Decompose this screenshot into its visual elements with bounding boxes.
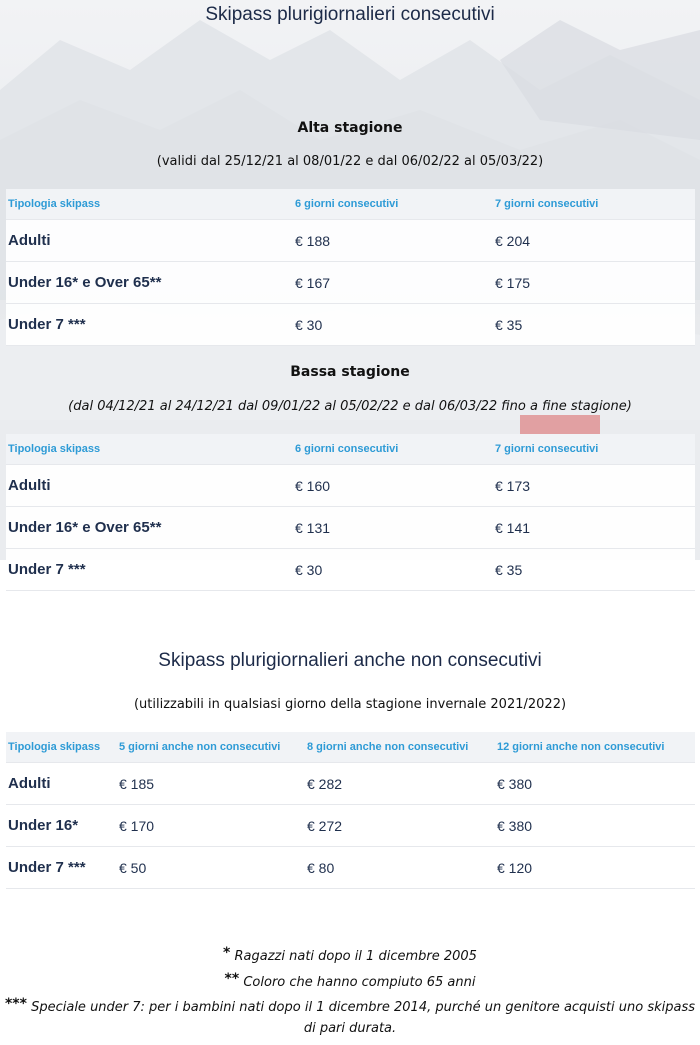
price-cell: € 30 <box>293 304 493 346</box>
price-cell: € 131 <box>293 507 493 549</box>
column-header: Tipologia skipass <box>6 434 293 465</box>
footnote <box>0 994 700 1039</box>
price-cell: € 167 <box>293 262 493 304</box>
column-header: 5 giorni anche non consecutivi <box>117 732 305 763</box>
footnote-text: Ragazzi nati dopo il 1 dicembre 2005 <box>234 949 477 964</box>
price-cell: € 204 <box>493 220 695 262</box>
footnote <box>0 968 700 994</box>
footnotes <box>0 942 700 1039</box>
table-row <box>6 465 695 507</box>
table-row <box>6 304 695 346</box>
table-row <box>6 847 695 889</box>
table-header-row <box>6 189 695 220</box>
nonconsecutive-table <box>6 732 695 889</box>
footnote-text: Coloro che hanno compiuto 65 anni <box>243 975 476 990</box>
skipass-type: Adulti <box>6 220 293 262</box>
price-cell: € 160 <box>293 465 493 507</box>
column-header: 7 giorni consecutivi <box>493 434 695 465</box>
footnote-mark: * <box>223 945 231 961</box>
price-cell: € 30 <box>293 549 493 591</box>
price-cell: € 80 <box>305 847 495 889</box>
column-header: 6 giorni consecutivi <box>293 434 493 465</box>
price-cell: € 50 <box>117 847 305 889</box>
skipass-type: Under 16* e Over 65** <box>6 262 293 304</box>
skipass-type: Adulti <box>6 763 117 805</box>
skipass-type: Under 16* e Over 65** <box>6 507 293 549</box>
column-header: 6 giorni consecutivi <box>293 189 493 220</box>
column-header: 7 giorni consecutivi <box>493 189 695 220</box>
price-cell: € 380 <box>495 763 695 805</box>
price-cell: € 170 <box>117 805 305 847</box>
table-header-row <box>6 434 695 465</box>
column-header: Tipologia skipass <box>6 732 117 763</box>
high-season-title: Alta stagione <box>297 120 403 136</box>
table-row <box>6 549 695 591</box>
skipass-type: Adulti <box>6 465 293 507</box>
skipass-type: Under 7 *** <box>6 847 117 889</box>
column-header: 8 giorni anche non consecutivi <box>305 732 495 763</box>
price-cell: € 120 <box>495 847 695 889</box>
table-row <box>6 805 695 847</box>
skipass-type: Under 16* <box>6 805 117 847</box>
table-row <box>6 262 695 304</box>
consecutive-title: Skipass plurigiornalieri consecutivi <box>205 4 495 25</box>
price-cell: € 188 <box>293 220 493 262</box>
table-header-row <box>6 732 695 763</box>
table-row <box>6 763 695 805</box>
skipass-type: Under 7 *** <box>6 304 293 346</box>
high-season-period: (validi dal 25/12/21 al 08/01/22 e dal 06/02/22 al 05/03/22) <box>156 154 544 169</box>
skipass-type: Under 7 *** <box>6 549 293 591</box>
price-cell: € 272 <box>305 805 495 847</box>
high-season-table <box>6 189 695 346</box>
price-cell: € 173 <box>493 465 695 507</box>
price-cell: € 282 <box>305 763 495 805</box>
low-season-title: Bassa stagione <box>290 364 410 380</box>
price-cell: € 35 <box>493 304 695 346</box>
footnote-text: Speciale under 7: per i bambini nati dopo il 1 dicembre 2014, purché un genitore acquisti uno skipass di pari durata. <box>31 1000 696 1036</box>
table-row <box>6 507 695 549</box>
price-cell: € 185 <box>117 763 305 805</box>
column-header: Tipologia skipass <box>6 189 293 220</box>
footnote <box>0 942 700 968</box>
low-season-period: (dal 04/12/21 al 24/12/21 dal 09/01/22 al 05/02/22 e dal 06/03/22 fino a fine stagione) <box>68 399 632 414</box>
price-cell: € 35 <box>493 549 695 591</box>
footnote-mark: *** <box>4 996 27 1012</box>
column-header: 12 giorni anche non consecutivi <box>495 732 695 763</box>
footnote-mark: ** <box>224 971 240 987</box>
price-cell: € 175 <box>493 262 695 304</box>
nonconsecutive-title: Skipass plurigiornalieri anche non consecutivi <box>158 650 542 671</box>
price-cell: € 141 <box>493 507 695 549</box>
nonconsecutive-period: (utilizzabili in qualsiasi giorno della stagione invernale 2021/2022) <box>133 697 567 712</box>
low-season-table <box>6 434 695 591</box>
table-row <box>6 220 695 262</box>
price-cell: € 380 <box>495 805 695 847</box>
